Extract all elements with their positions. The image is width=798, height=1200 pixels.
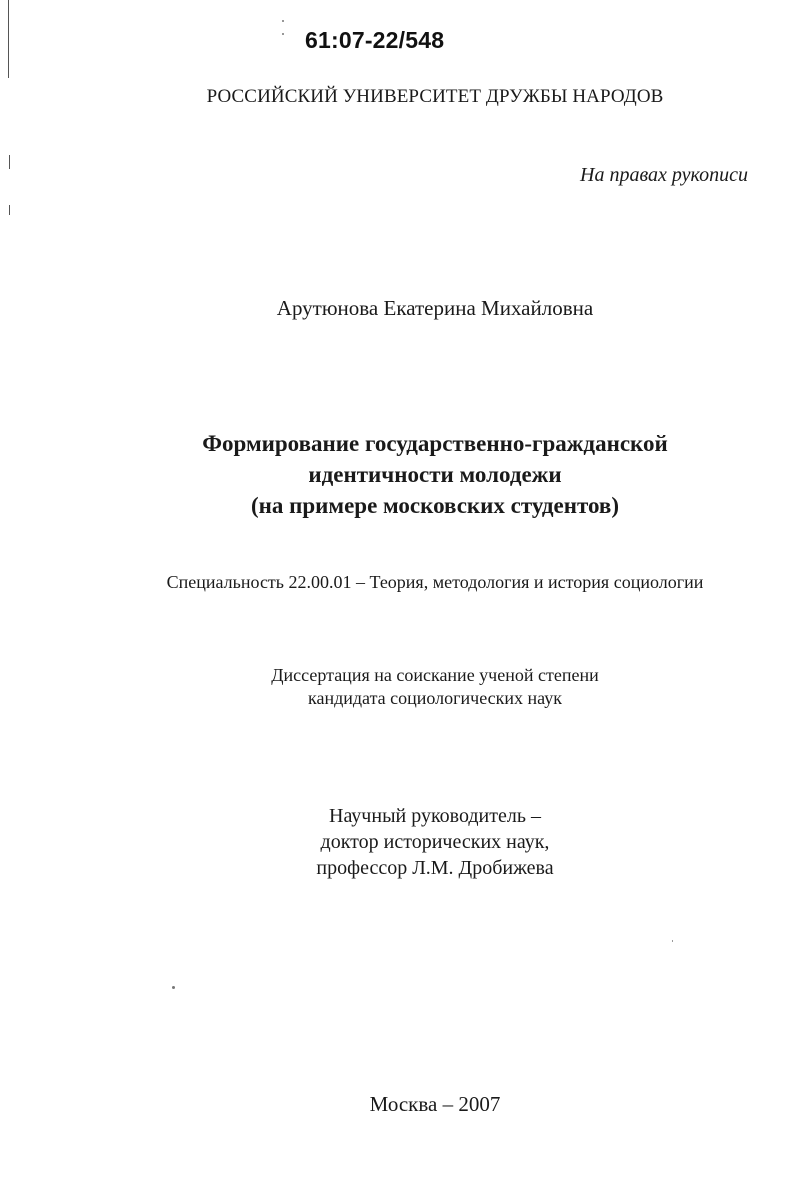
scan-edge-line: [9, 155, 10, 169]
city-year: Москва – 2007: [369, 1092, 501, 1116]
university-name: РОССИЙСКИЙ УНИВЕРСИТЕТ ДРУЖБЫ НАРОДОВ: [206, 86, 664, 107]
degree-line-2: кандидата социологических наук: [308, 688, 562, 708]
scan-edge-line: [8, 0, 9, 78]
supervisor-line-2: доктор исторических наук,: [320, 831, 550, 853]
degree-line-1: Диссертация на соискание ученой степени: [271, 665, 599, 685]
supervisor-line-1: Научный руководитель –: [329, 805, 541, 827]
title-line-2: идентичности молодежи: [308, 462, 562, 487]
title-line-1: Формирование государственно-гражданской: [202, 431, 668, 456]
title-line-3: (на примере московских студентов): [250, 493, 620, 518]
dissertation-title: [0, 428, 798, 521]
degree-statement: [0, 664, 798, 710]
scan-speck: [282, 20, 284, 22]
scan-speck: [282, 33, 284, 35]
scan-edge-line: [9, 205, 10, 215]
supervisor-line-3: профессор Л.М. Дробижева: [316, 857, 554, 879]
scan-speck: [172, 986, 175, 989]
scan-speck: [672, 940, 673, 942]
manuscript-note: На правах рукописи: [580, 164, 748, 186]
author-name: Арутюнова Екатерина Михайловна: [276, 296, 594, 320]
catalog-code: 61:07-22/548: [305, 27, 445, 53]
supervisor-block: [0, 803, 798, 881]
specialty-line: Специальность 22.00.01 – Теория, методология и история социологии: [166, 572, 704, 592]
